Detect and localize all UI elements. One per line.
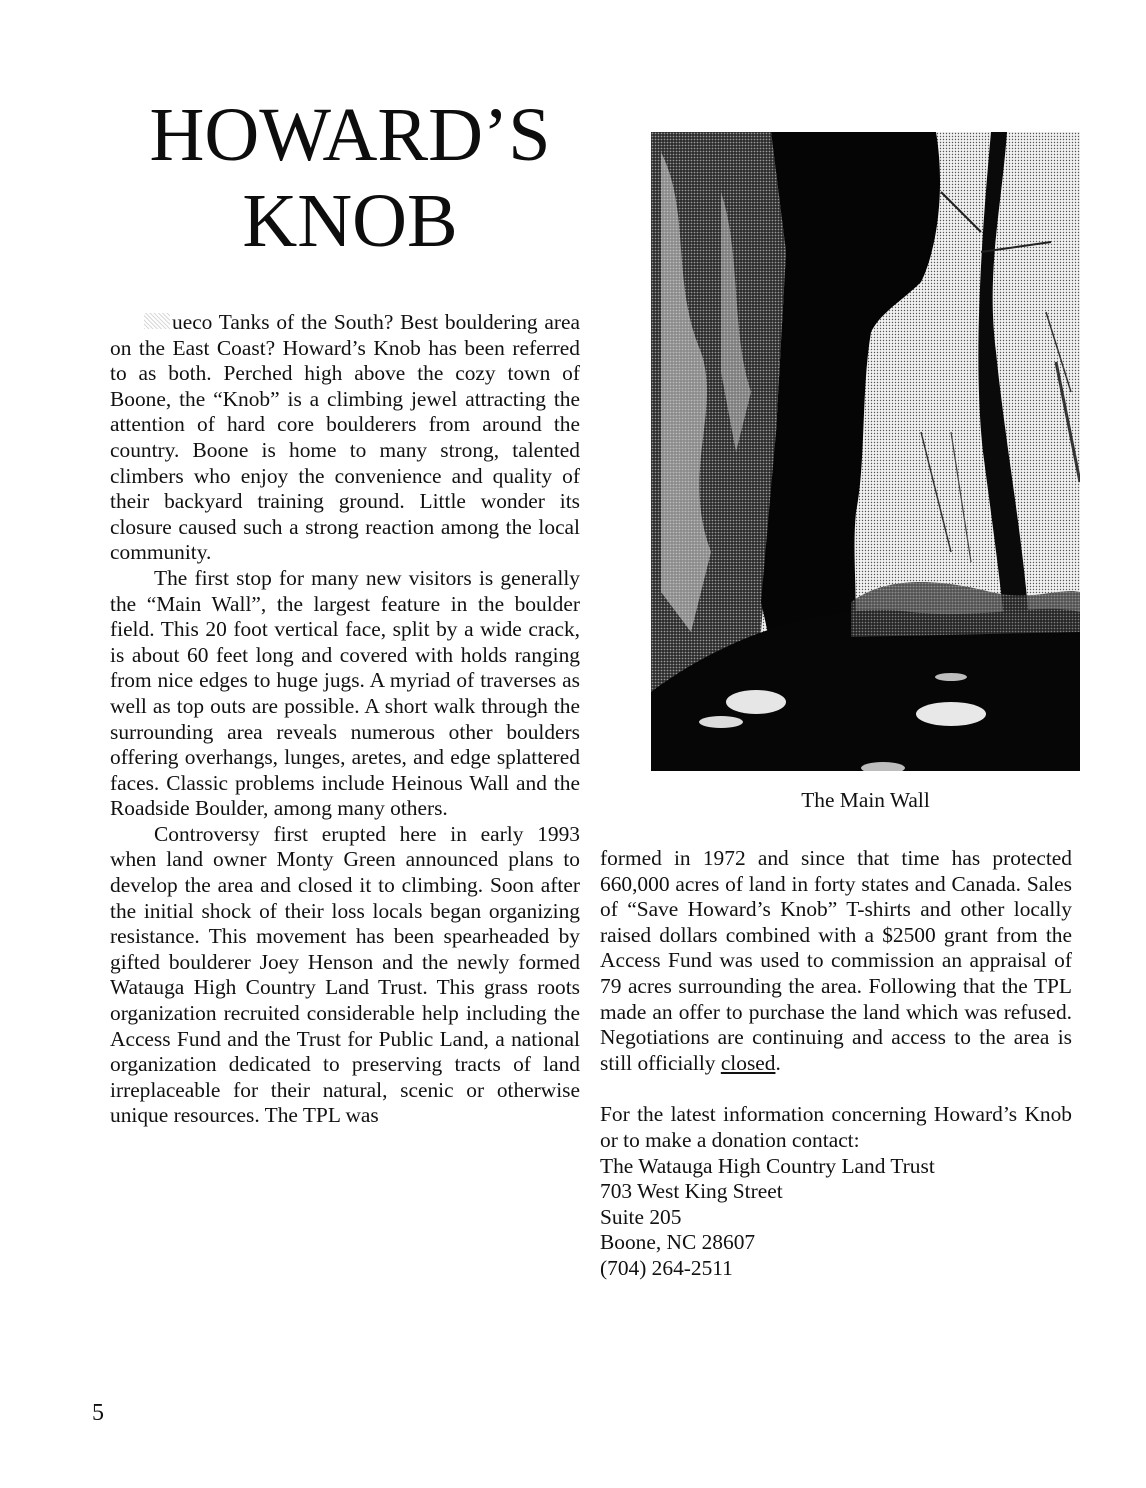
main-wall-photo bbox=[651, 132, 1080, 771]
paragraph-intro bbox=[110, 310, 580, 566]
paragraph-gap bbox=[600, 1076, 1072, 1102]
paragraph-intro-text: ueco Tanks of the South? Best bouldering area on the East Coast? Howard’s Knob has been referred to as both. Perched high above the cozy town of Boone, the “Knob” is a climbing jewel attracting the attention of hard core boulderers from around the country. Boone is home to many strong, talented climbers who enjoy the convenience and quality of their backyard training ground. Little wonder its closure caused such a strong reaction among the local community. bbox=[110, 310, 580, 565]
address-street: 703 West King Street bbox=[600, 1179, 783, 1204]
photo-caption: The Main Wall bbox=[801, 788, 930, 812]
paragraph-main-wall: The first stop for many new visitors is generally the “Main Wall”, the largest feature in the boulder field. This 20 foot vertical face, split by a wide crack, is about 60 feet long and covered with holds ranging from nice edges to huge jugs. A myriad of traverses as well as top outs are possible. A short walk through the surrounding area reveals numerous other boulders offering overhangs, lunges, aretes, and edge splattered faces. Classic problems include Heinous Wall and the Roadside Boulder, among many others. bbox=[110, 565, 580, 821]
page-number: 5 bbox=[92, 1400, 104, 1426]
address-city: Boone, NC 28607 bbox=[600, 1230, 756, 1255]
address-phone: (704) 264-2511 bbox=[600, 1255, 733, 1280]
title-line-2: KNOB bbox=[242, 179, 458, 263]
article-title bbox=[110, 92, 590, 264]
paragraph-tpl-text: formed in 1972 and since that time has protected 660,000 acres of land in forty states and Canada. Sales of “Save Howard’s Knob” T-shirts and other locally raised dollars combined with a $2500 grant from the Access Fund was used to commission an appraisal of 79 acres surrounding the area. Following that the TPL made an offer to purchase the land which was refused. Negotiations are continuing and access to the area is still officially bbox=[600, 846, 1072, 1075]
paragraph-tpl bbox=[600, 846, 1072, 1076]
paragraph-tpl-end: . bbox=[775, 1050, 781, 1075]
closed-emphasis: closed bbox=[720, 1050, 776, 1075]
paragraph-contact: For the latest information concerning Howard’s Knob or to make a donation contact: bbox=[600, 1102, 1072, 1152]
title-line-1: HOWARD’S bbox=[149, 93, 551, 177]
contact-address bbox=[600, 1154, 1072, 1282]
photo-illustration bbox=[651, 132, 1080, 771]
address-org: The Watauga High Country Land Trust bbox=[600, 1153, 935, 1178]
faded-dropcap bbox=[144, 313, 170, 329]
address-suite: Suite 205 bbox=[600, 1204, 682, 1229]
paragraph-controversy: Controversy first erupted here in early 1993 when land owner Monty Green announced plans to develop the area and closed it to climbing. Soon after the initial shock of their loss locals began organizing resistance. This movement has been spearheaded by gifted boulderer Joey Henson and the newly formed Watauga High Country Land Trust. This grass roots organization recruited considerable help including the Access Fund and the Trust for Public Land, a national organization dedicated to preserving tracts of land irreplaceable for their natural, scenic or otherwise unique resources. The TPL was bbox=[110, 821, 580, 1128]
left-column bbox=[110, 310, 580, 1129]
right-column bbox=[600, 846, 1072, 1282]
